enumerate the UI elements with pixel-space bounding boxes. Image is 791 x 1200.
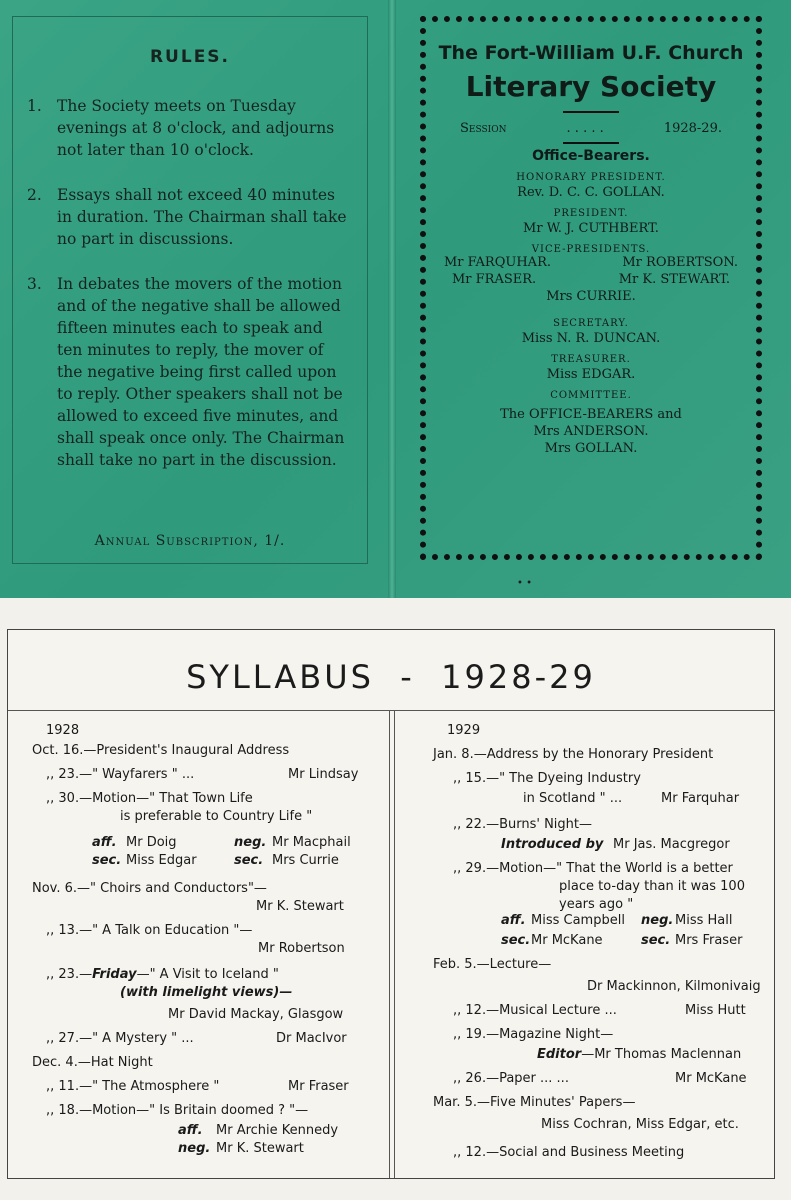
speaker: Dr MacIvor [276, 1031, 347, 1046]
speaker: Mr Lindsay [288, 767, 359, 782]
role-label: PRESIDENT. [553, 208, 629, 219]
syllabus-entry-cont: place to-day than it was 100 [559, 879, 745, 894]
speaker: Mr Archie Kennedy [216, 1123, 339, 1138]
debate-role: sec. [234, 853, 264, 868]
session-year: 1928-29. [663, 121, 722, 136]
syllabus-entry: ,, 27.—" A Mystery " ... [46, 1031, 194, 1046]
role-name: Mr K. STEWART. [618, 272, 730, 287]
rule-text: Essays shall not exceed 40 minutes in duration. The Chairman shall take no part in discussions. [57, 186, 347, 248]
speaker: Mr K. Stewart [256, 899, 344, 914]
debate-role: sec. [501, 933, 531, 948]
syllabus-entry: ,, 19.—Magazine Night— [453, 1027, 614, 1042]
emphasis: Editor [537, 1047, 582, 1062]
speaker: Miss Campbell [531, 913, 625, 928]
role-name: Mr FRASER. [452, 272, 537, 287]
debate-role: aff. [178, 1123, 203, 1138]
rule-3 [27, 273, 351, 471]
vice-president-row [426, 255, 756, 270]
role-name: Mrs ANDERSON. [533, 424, 649, 439]
speaker: Miss Hall [675, 913, 733, 928]
rule-number: 1. [27, 97, 42, 115]
role-label: HONORARY PRESIDENT. [516, 172, 666, 183]
syllabus-entry: Jan. 8.—Address by the Honorary President [433, 747, 714, 762]
role-label: COMMITTEE. [550, 390, 632, 401]
syllabus-entry: Nov. 6.—" Choirs and Conductors"— [32, 881, 267, 896]
rule-text: The Society meets on Tuesday evenings at 8 o'clock, and adjourns not later than 10 o'clock. [57, 97, 335, 159]
rules-panel [12, 16, 368, 564]
syllabus-entry-cont: is preferable to Country Life " [120, 809, 313, 824]
role-name: Miss N. R. DUNCAN. [521, 331, 661, 346]
speaker: Miss Cochran, Miss Edgar, etc. [541, 1117, 739, 1132]
debate-role: aff. [92, 835, 117, 850]
rules-heading: RULES. [149, 47, 231, 67]
syllabus-entry: Dec. 4.—Hat Night [32, 1055, 153, 1070]
syllabus-entry: ,, 30.—Motion—" That Town Life [46, 791, 253, 806]
role-label: SECRETARY. [553, 318, 629, 329]
syllabus-entry: ,, 11.—" The Atmosphere " [46, 1079, 220, 1094]
role-name: Mrs GOLLAN. [544, 441, 638, 456]
rule-text: In debates the movers of the motion and of the negative shall be allowed fifteen minutes each to speak and ten minutes to reply, the mover of the negative being first called upon to reply. Other speakers shall not be allowed to exceed five minutes, and shall speak once only. The Chairman shall take no part in the discussion. [57, 275, 345, 469]
session-line [460, 121, 722, 136]
divider [563, 142, 619, 144]
syllabus-note [537, 1047, 741, 1062]
speaker: Mrs Fraser [675, 933, 743, 948]
fold-dots: • • [517, 578, 532, 589]
rule-1 [27, 95, 351, 161]
syllabus-entry: ,, 22.—Burns' Night— [453, 817, 592, 832]
syllabus-entry: ,, 12.—Musical Lecture ... [453, 1003, 617, 1018]
role-name: Mr ROBERTSON. [622, 255, 738, 270]
society-title: Literary Society [465, 70, 717, 103]
role-name: Mrs CURRIE. [546, 289, 636, 304]
speaker: Mr Jas. Macgregor [613, 837, 730, 852]
rule-number: 2. [27, 186, 42, 204]
speaker: —Mr Thomas Maclennan [581, 1047, 742, 1062]
role-name: Mr W. J. CUTHBERT. [523, 221, 659, 236]
syllabus-entry: ,, 12.—Social and Business Meeting [453, 1145, 685, 1160]
debate-role: sec. [641, 933, 671, 948]
speaker: Mrs Currie [272, 853, 339, 868]
syllabus-entry: Mar. 5.—Five Minutes' Papers— [433, 1095, 636, 1110]
syllabus-entry-cont: in Scotland " ... [523, 791, 623, 806]
debate-role: sec. [92, 853, 122, 868]
syllabus-1928-column [8, 710, 390, 1178]
year-label: 1929 [447, 723, 481, 738]
date-part: ,, 23.— [46, 967, 93, 982]
speaker: Mr Farquhar [661, 791, 740, 806]
year-label: 1928 [46, 723, 80, 738]
syllabus-title: SYLLABUS - 1928-29 [186, 658, 596, 696]
debate-role: neg. [641, 913, 674, 928]
debate-role: neg. [178, 1141, 211, 1156]
syllabus-entry: Feb. 5.—Lecture— [433, 957, 552, 972]
syllabus-entry: ,, 18.—Motion—" Is Britain doomed ? "— [46, 1103, 309, 1118]
syllabus-card [7, 629, 775, 1179]
syllabus-entry: Oct. 16.—President's Inaugural Address [32, 743, 290, 758]
cover-fold [388, 0, 396, 598]
syllabus-entry: ,, 29.—Motion—" That the World is a better [453, 861, 733, 876]
emphasis: Friday [92, 967, 137, 982]
speaker: Mr Doig [126, 835, 177, 850]
speaker: Mr Robertson [258, 941, 345, 956]
rule-number: 3. [27, 275, 42, 293]
speaker: Mr McKane [531, 933, 603, 948]
speaker: Dr Mackinnon, Kilmonivaig [587, 979, 761, 994]
debate-role: neg. [234, 835, 267, 850]
role-label: VICE-PRESIDENTS. [531, 244, 651, 255]
speaker: Mr David Mackay, Glasgow [168, 1007, 344, 1022]
office-bearers-panel [420, 16, 762, 560]
role-name: The OFFICE-BEARERS and [500, 407, 682, 422]
syllabus-entry-cont: years ago " [559, 897, 634, 912]
syllabus-note: (with limelight views)— [120, 985, 293, 1000]
syllabus-entry: ,, 13.—" A Talk on Education "— [46, 923, 253, 938]
speaker: Mr Macphail [272, 835, 351, 850]
syllabus-note: Introduced by [501, 837, 604, 852]
speaker: Mr K. Stewart [216, 1141, 304, 1156]
title-part: —" A Visit to Iceland " [136, 967, 279, 982]
role-label: TREASURER. [551, 354, 631, 365]
divider [563, 111, 619, 113]
syllabus-entry [46, 967, 279, 982]
role-name: Miss EDGAR. [546, 367, 636, 382]
annual-subscription: Annual Subscription, 1/. [94, 533, 286, 549]
role-name: Rev. D. C. C. GOLLAN. [517, 185, 665, 200]
syllabus-entry: ,, 26.—Paper ... ... [453, 1071, 569, 1086]
office-bearers-heading: Office-Bearers. [532, 148, 650, 164]
role-name: Mr FARQUHAR. [444, 255, 551, 270]
rule-2 [27, 184, 351, 250]
vice-president-row [426, 272, 756, 287]
session-label: Session [460, 121, 507, 136]
syllabus-entry: ,, 15.—" The Dyeing Industry [453, 771, 641, 786]
speaker: Miss Hutt [685, 1003, 746, 1018]
speaker: Miss Edgar [126, 853, 197, 868]
syllabus-1929-column [391, 710, 773, 1178]
speaker: Mr McKane [675, 1071, 747, 1086]
debate-role: aff. [501, 913, 526, 928]
church-title: The Fort-William U.F. Church [438, 42, 744, 64]
syllabus-entry: ,, 23.—" Wayfarers " ... [46, 767, 195, 782]
speaker: Mr Fraser [288, 1079, 349, 1094]
session-dots: . . . . . [566, 121, 604, 136]
